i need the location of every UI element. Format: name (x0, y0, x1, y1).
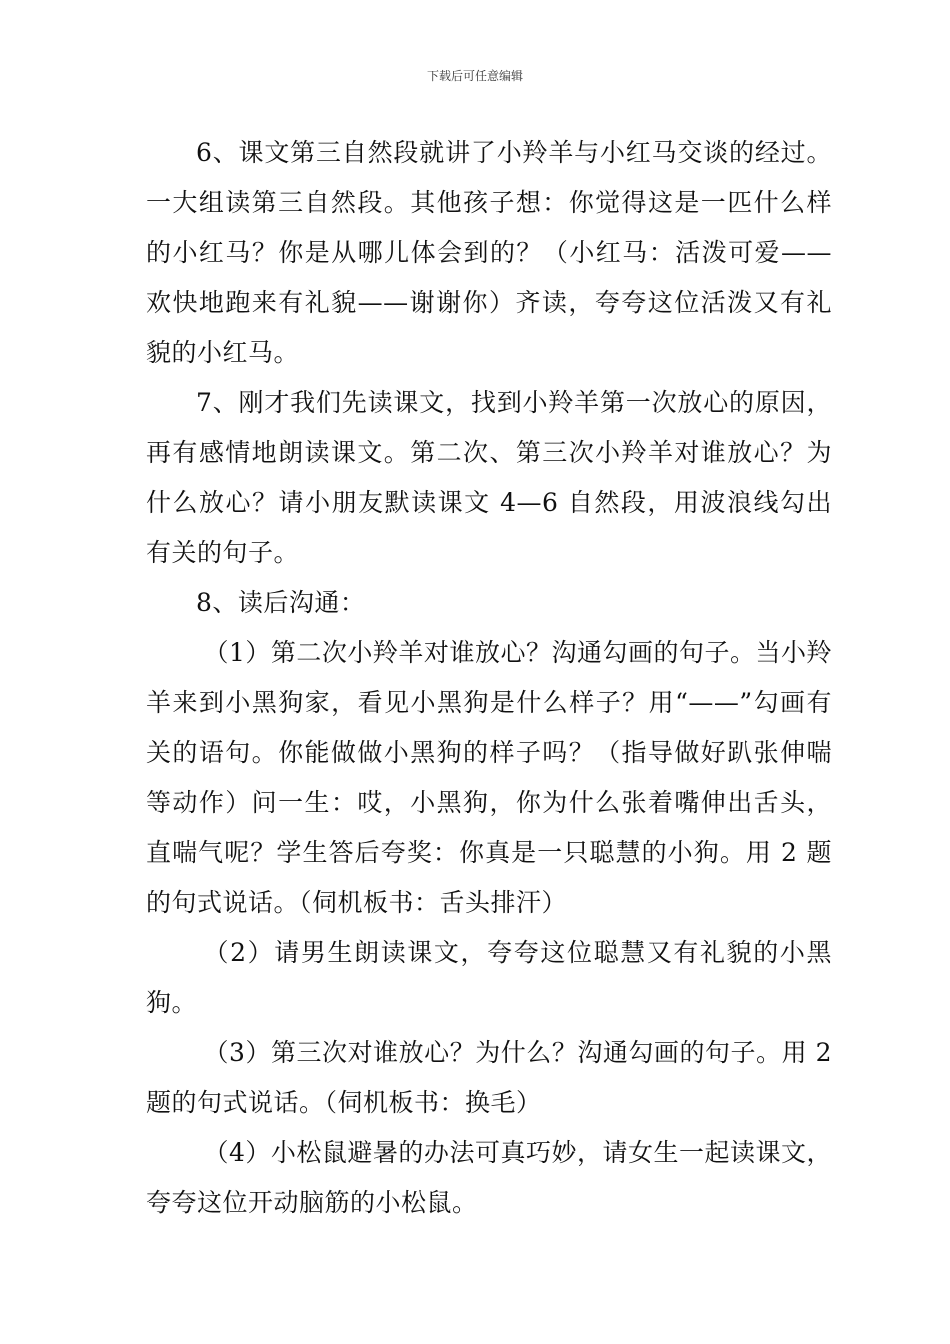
page-header: 下载后可任意编辑 (426, 69, 523, 83)
paragraph-8-2: （2）请男生朗读课文，夸夸这位聪慧又有礼貌的小黑狗。 (146, 938, 832, 1017)
paragraph-6: 6、课文第三自然段就讲了小羚羊与小红马交谈的经过。一大组读第三自然段。其他孩子想：你觉得这是一匹什么样的小红马？你是从哪儿体会到的？（小红马：活泼可爱——欢快地跑来有礼貌——谢谢你）齐读，夸夸这位活泼又有礼貌的小红马。 (146, 138, 832, 367)
paragraph-8-4: （4）小松鼠避暑的办法可真巧妙，请女生一起读课文，夸夸这位开动脑筋的小松鼠。 (146, 1138, 832, 1217)
document-body (146, 128, 832, 1228)
paragraph-7: 7、刚才我们先读课文，找到小羚羊第一次放心的原因，再有感情地朗读课文。第二次、第三次小羚羊对谁放心？为什么放心？请小朋友默读课文 4—6 自然段，用波浪线勾出有关的句子。 (146, 388, 832, 567)
paragraph-8-1: （1）第二次小羚羊对谁放心？沟通勾画的句子。当小羚羊来到小黑狗家，看见小黑狗是什么样子？用“——”勾画有关的语句。你能做做小黑狗的样子吗？（指导做好趴张伸喘等动作）问一生：哎，小黑狗，你为什么张着嘴伸出舌头，直喘气呢？学生答后夸奖：你真是一只聪慧的小狗。用 2 题的句式说话。（伺机板书：舌头排汗） (146, 638, 832, 917)
paragraph-8-3: （3）第三次对谁放心？为什么？沟通勾画的句子。用 2 题的句式说话。（伺机板书：换毛） (146, 1038, 832, 1117)
paragraph-8: 8、读后沟通： (196, 588, 366, 617)
